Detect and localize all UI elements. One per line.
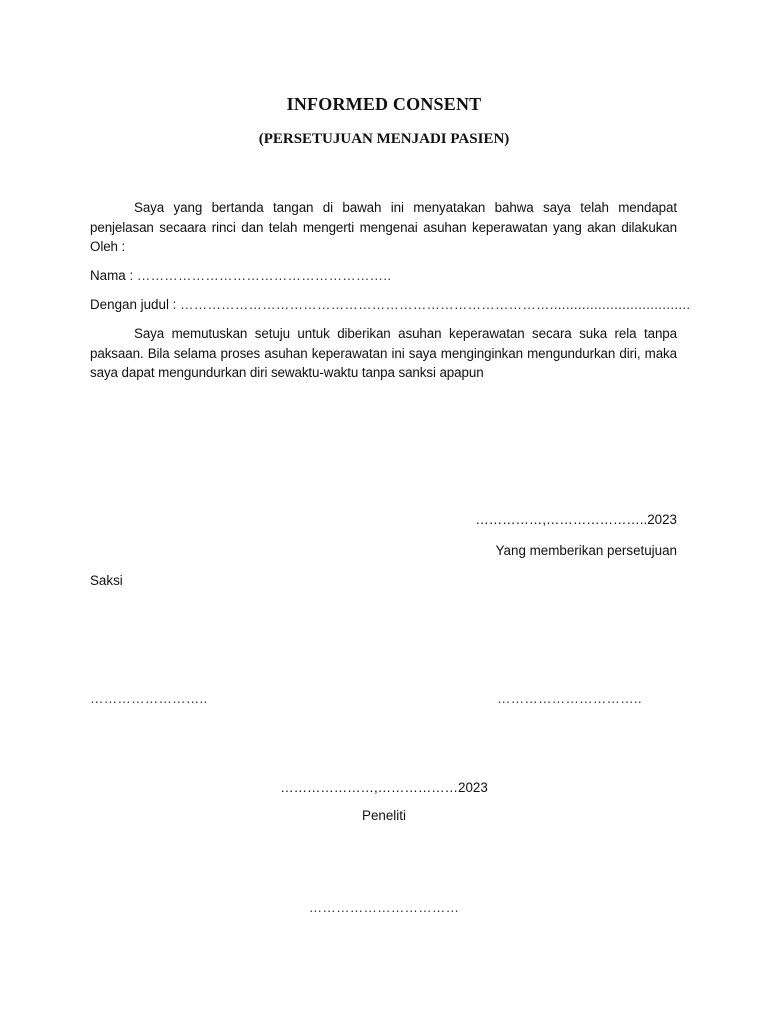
researcher-date-line: …………………,………………2023: [280, 780, 488, 795]
intro-paragraph: Saya yang bertanda tangan di bawah ini menyatakan bahwa saya telah mendapat penjelasan secaara rinci dan telah mengerti mengenai asuhan keperawatan yang akan dilakukan Oleh :: [90, 200, 677, 254]
nama-label: Nama :: [90, 268, 134, 283]
judul-label: Dengan judul :: [90, 297, 177, 312]
document-subtitle: (PERSETUJUAN MENJADI PASIEN): [258, 131, 510, 147]
consent-giver-label: Yang memberikan persetujuan: [495, 543, 677, 558]
nama-field: [90, 267, 391, 285]
document-title: INFORMED CONSENT: [286, 94, 482, 114]
judul-field: [90, 296, 690, 314]
judul-blank: ………………………………………………………………………...................................: [180, 297, 691, 312]
researcher-signature-line: ……………………………: [308, 900, 460, 915]
consent-date-line: ……………,…………………..2023: [475, 512, 677, 527]
nama-blank: ………………………………………………..: [136, 268, 392, 283]
witness-label: Saksi: [90, 573, 123, 588]
giver-signature-line: …………………………..: [497, 691, 642, 706]
researcher-label: Peneliti: [362, 808, 406, 823]
agreement-paragraph: Saya memutuskan setuju untuk diberikan asuhan keperawatan secara suka rela tanpa paksaan. Bila selama proses asuhan keperawatan ini saya menginginkan mengundurkan diri, maka saya dapat mengundurkan diri sewaktu-waktu tanpa sanksi apapun: [90, 326, 677, 380]
witness-signature-line: ……………………..: [90, 691, 208, 706]
